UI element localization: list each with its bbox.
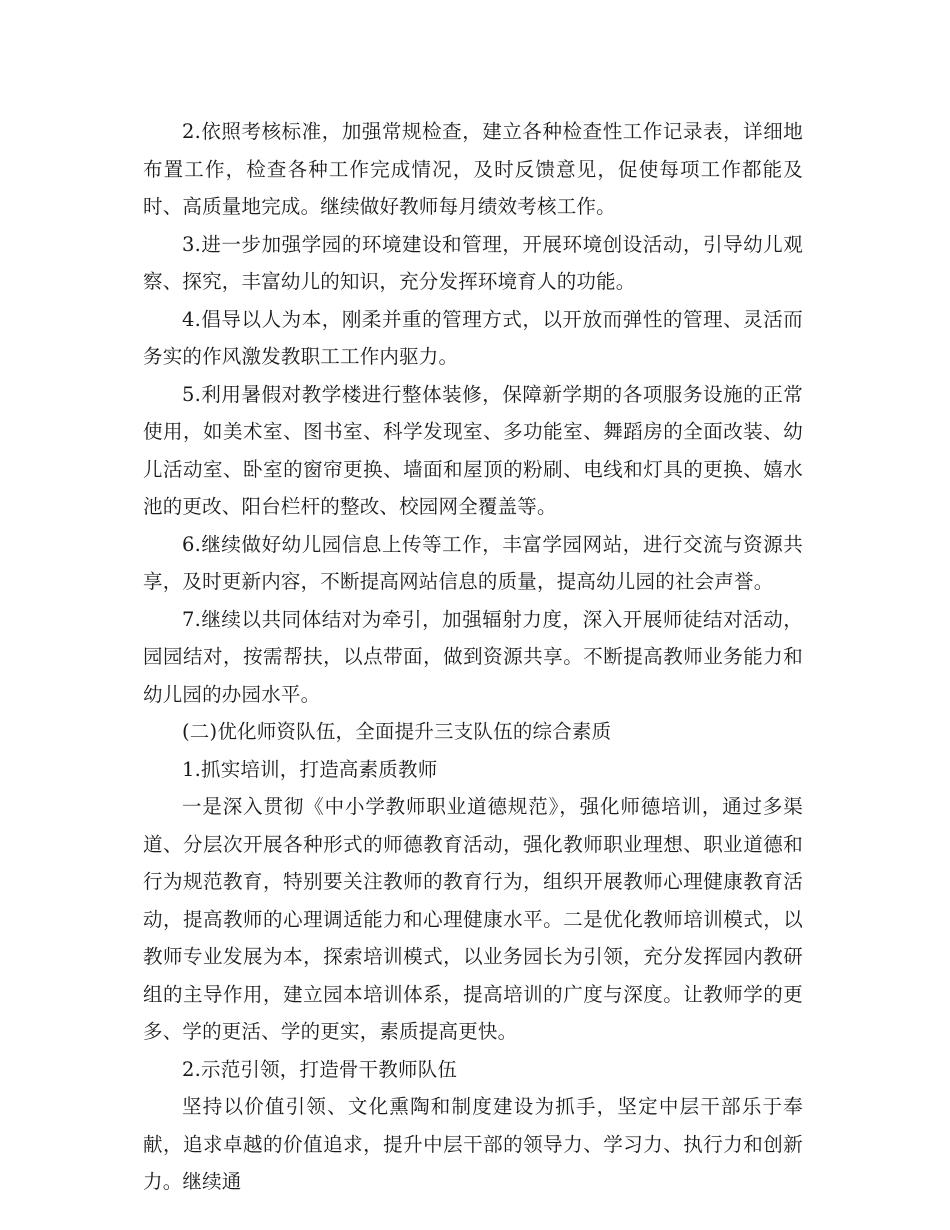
paragraph-leadership: 坚持以价值引领、文化熏陶和制度建设为抓手，坚定中层干部乐于奉献，追求卓越的价值追求，提升中层干部的领导力、学习力、执行力和创新力。继续通 (143, 1095, 803, 1193)
document-page (143, 113, 803, 1201)
paragraph-item-7: 7.继续以共同体结对为牵引，加强辐射力度，深入开展师徒结对活动，园园结对，按需帮扶，以点带面，做到资源共享。不断提高教师业务能力和幼儿园的办园水平。 (143, 607, 803, 706)
paragraph-training: 一是深入贯彻《中小学教师职业道德规范》，强化师德培训，通过多渠道、分层次开展各种形式的师德教育活动，强化教师职业理想、职业道德和行为规范教育，特别要关注教师的教育行为，组织开展教师心理健康教育活动，提高教师的心理调适能力和心理健康水平。二是优化教师培训模式，以教师专业发展为本，探索培训模式，以业务园长为引领，充分发挥园内教研组的主导作用，建立园本培训体系，提高培训的广度与深度。让教师学的更多、学的更活、学的更实，素质提高更快。 (143, 795, 803, 1043)
paragraph-item-6: 6.继续做好幼儿园信息上传等工作，丰富学园网站，进行交流与资源共享，及时更新内容，不断提高网站信息的质量，提高幼儿园的社会声誉。 (143, 532, 803, 593)
section-heading: (二)优化师资队伍，全面提升三支队伍的综合素质 (182, 720, 612, 743)
subsection-heading-1: 1.抓实培训，打造高素质教师 (182, 757, 438, 781)
paragraph-item-3: 3.进一步加强学园的环境建设和管理，开展环境创设活动，引导幼儿观察、探究，丰富幼儿的知识，充分发挥环境育人的功能。 (143, 232, 803, 293)
paragraph-item-4: 4.倡导以人为本，刚柔并重的管理方式，以开放而弹性的管理、灵活而务实的作风激发教职工工作内驱力。 (143, 307, 803, 368)
subsection-heading-2: 2.示范引领，打造骨干教师队伍 (182, 1057, 458, 1081)
paragraph-item-5: 5.利用暑假对教学楼进行整体装修，保障新学期的各项服务设施的正常使用，如美术室、图书室、科学发现室、多功能室、舞蹈房的全面改装、幼儿活动室、卧室的窗帘更换、墙面和屋顶的粉刷、电线和灯具的更换、嬉水池的更改、阳台栏杆的整改、校园网全覆盖等。 (143, 382, 803, 518)
paragraph-item-2: 2.依照考核标准，加强常规检查，建立各种检查性工作记录表，详细地布置工作，检查各种工作完成情况，及时反馈意见，促使每项工作都能及时、高质量地完成。继续做好教师每月绩效考核工作。 (143, 120, 803, 218)
